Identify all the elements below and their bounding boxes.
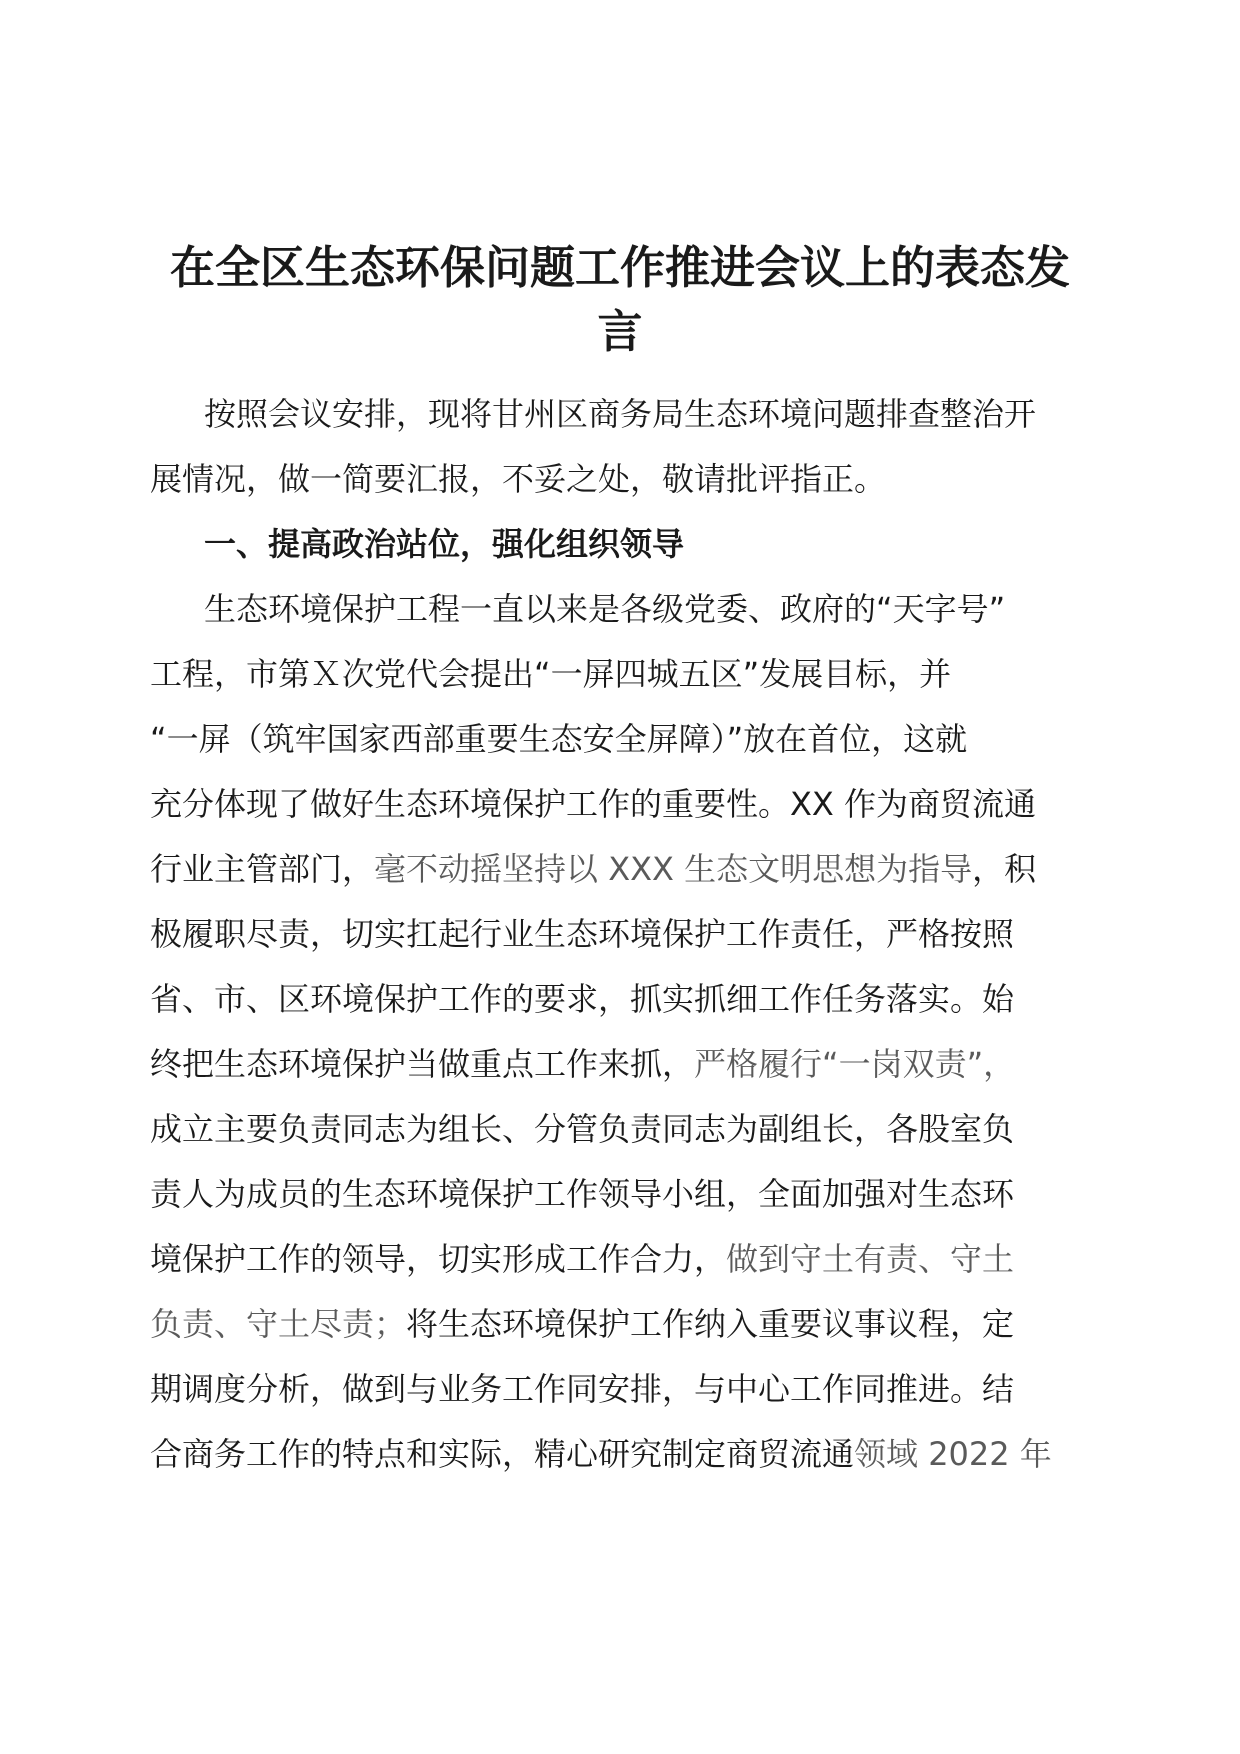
paragraph-line: 期调度分析，做到与业务工作同安排，与中心工作同推进。结 xyxy=(150,1370,1015,1408)
paragraph-line xyxy=(150,1227,1090,1292)
highlighted-text-run: 严格履行“一岗双责”， xyxy=(694,1045,1016,1083)
section-heading-1: 一、提高政治站位，强化组织领导 xyxy=(204,525,685,563)
paragraph-line: 省、市、区环境保护工作的要求，抓实抓细工作任务落实。始 xyxy=(150,980,1015,1018)
paragraph-line: 成立主要负责同志为组长、分管负责同志为副组长，各股室负 xyxy=(150,1110,1015,1148)
text-run: 行业主管部门， xyxy=(150,850,375,888)
paragraph-line: 按照会议安排，现将甘州区商务局生态环境问题排查整治开 xyxy=(204,395,1037,433)
highlighted-text-run: 负责、守土尽责； xyxy=(150,1305,407,1343)
paragraph-line: 生态环境保护工程一直以来是各级党委、政府的“天字号” xyxy=(204,590,1006,628)
paragraph-line xyxy=(150,1422,1090,1487)
paragraph-line xyxy=(150,1032,1090,1097)
title-line-2: 言 xyxy=(597,305,643,358)
paragraph-intro xyxy=(150,382,1090,512)
document-body xyxy=(150,382,1090,1487)
document-title xyxy=(150,236,1090,364)
paragraph-line: 责人为成员的生态环境保护工作领导小组，全面加强对生态环 xyxy=(150,1175,1015,1213)
text-run: 境保护工作的领导，切实形成工作合力， xyxy=(150,1240,727,1278)
paragraph-line: “一屏（筑牢国家西部重要生态安全屏障）”放在首位，这就 xyxy=(150,720,968,758)
title-line-1: 在全区生态环保问题工作推进会议上的表态发 xyxy=(169,241,1070,294)
text-run: 将生态环境保护工作纳入重要议事议程，定 xyxy=(406,1305,1015,1343)
paragraph-line: 工程，市第Ｘ次党代会提出“一屏四城五区”发展目标，并 xyxy=(150,655,952,693)
highlighted-text-run: 毫不动摇坚持以 XXX 生态文明思想为指导 xyxy=(374,850,973,888)
text-run: 合商务工作的特点和实际，精心研究制定商贸流通 xyxy=(150,1435,855,1473)
text-run: ，积 xyxy=(972,850,1037,888)
paragraph-section-1 xyxy=(150,577,1090,1487)
paragraph-line: 充分体现了做好生态环境保护工作的重要性。XX 作为商贸流通 xyxy=(150,785,1037,823)
paragraph-line: 极履职尽责，切实扛起行业生态环境保护工作责任，严格按照 xyxy=(150,915,1015,953)
paragraph-line: 展情况，做一简要汇报，不妥之处，敬请批评指正。 xyxy=(150,460,887,498)
highlighted-text-run: 领域 2022 年 xyxy=(854,1435,1052,1473)
paragraph-line xyxy=(150,837,1090,902)
paragraph-line xyxy=(150,1292,1090,1357)
highlighted-text-run: 做到守土有责、守土 xyxy=(726,1240,1015,1278)
text-run: 终把生态环境保护当做重点工作来抓， xyxy=(150,1045,695,1083)
